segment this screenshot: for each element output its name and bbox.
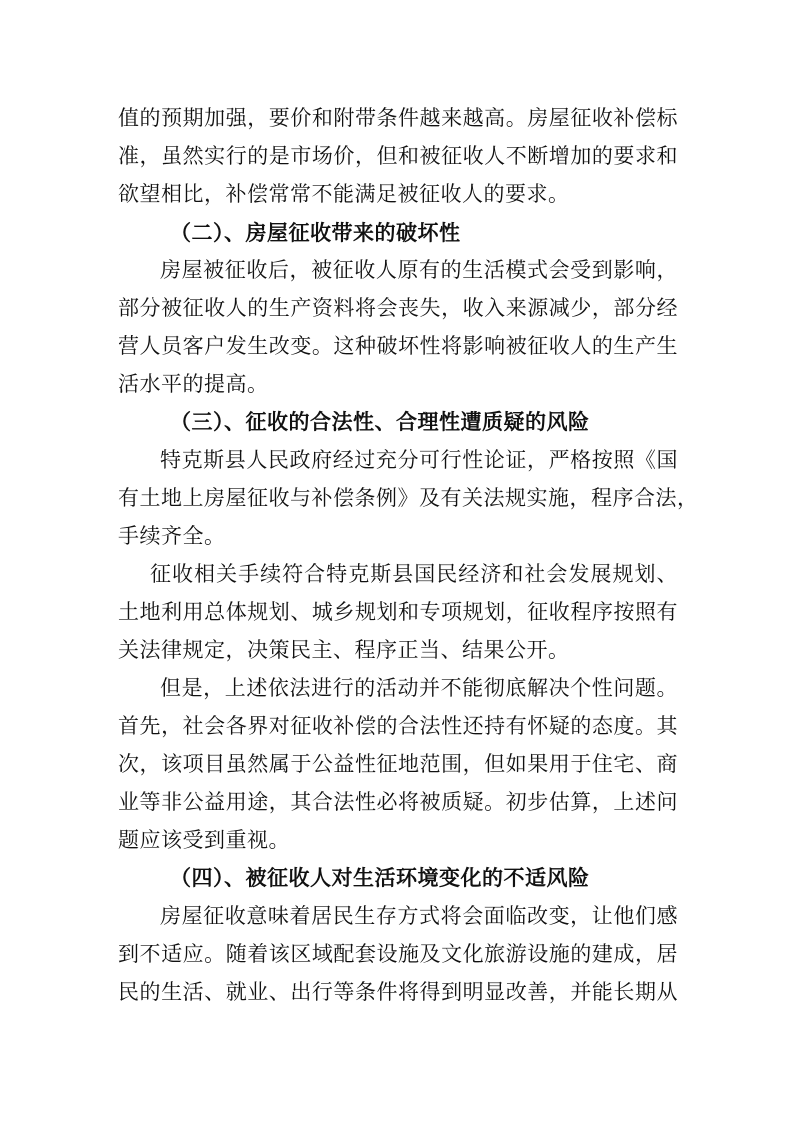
paragraph-line: 活水平的提高。: [118, 372, 269, 396]
paragraph-line: 部分被征收人的生产资料将会丧失，收入来源减少，部分经: [118, 296, 678, 320]
paragraph-line: 次，该项目虽然属于公益性征地范围，但如果用于住宅、商: [118, 752, 678, 776]
paragraph-line: 值的预期加强，要价和附带条件越来越高。房屋征收补偿标: [118, 106, 678, 130]
section-heading: （三）、征收的合法性、合理性遭质疑的风险: [170, 409, 590, 434]
paragraph-line: 关法律规定，决策民主、程序正当、结果公开。: [118, 638, 570, 662]
paragraph-line: 首先，社会各界对征收补偿的合法性还持有怀疑的态度。其: [118, 714, 678, 738]
paragraph-line: 业等非公益用途，其合法性必将被质疑。初步估算，上述问: [118, 790, 678, 814]
paragraph-line: 征收相关手续符合特克斯县国民经济和社会发展规划、: [150, 562, 678, 586]
paragraph-line: 但是，上述依法进行的活动并不能彻底解决个性问题。: [160, 676, 678, 700]
section-heading: （二）、房屋征收带来的破坏性: [170, 220, 461, 245]
paragraph-line: 有土地上房屋征收与补偿条例》及有关法规实施，程序合法，: [118, 486, 699, 510]
paragraph-line: 手续齐全。: [118, 524, 226, 548]
paragraph-line: 土地利用总体规划、城乡规划和专项规划，征收程序按照有: [118, 600, 678, 624]
paragraph-line: 房屋征收意味着居民生存方式将会面临改变，让他们感: [160, 904, 678, 928]
paragraph-line: 题应该受到重视。: [118, 828, 290, 852]
paragraph-line: 房屋被征收后，被征收人原有的生活模式会受到影响，: [160, 258, 678, 282]
paragraph-line: 欲望相比，补偿常常不能满足被征收人的要求。: [118, 182, 570, 206]
paragraph-line: 民的生活、就业、出行等条件将得到明显改善，并能长期从: [118, 980, 678, 1004]
section-heading: （四）、被征收人对生活环境变化的不适风险: [170, 865, 590, 890]
paragraph-line: 营人员客户发生改变。这种破坏性将影响被征收人的生产生: [118, 334, 678, 358]
paragraph-line: 到不适应。随着该区域配套设施及文化旅游设施的建成，居: [118, 942, 678, 966]
paragraph-line: 准，虽然实行的是市场价，但和被征收人不断增加的要求和: [118, 144, 678, 168]
paragraph-line: 特克斯县人民政府经过充分可行性论证，严格按照《国: [160, 448, 678, 472]
